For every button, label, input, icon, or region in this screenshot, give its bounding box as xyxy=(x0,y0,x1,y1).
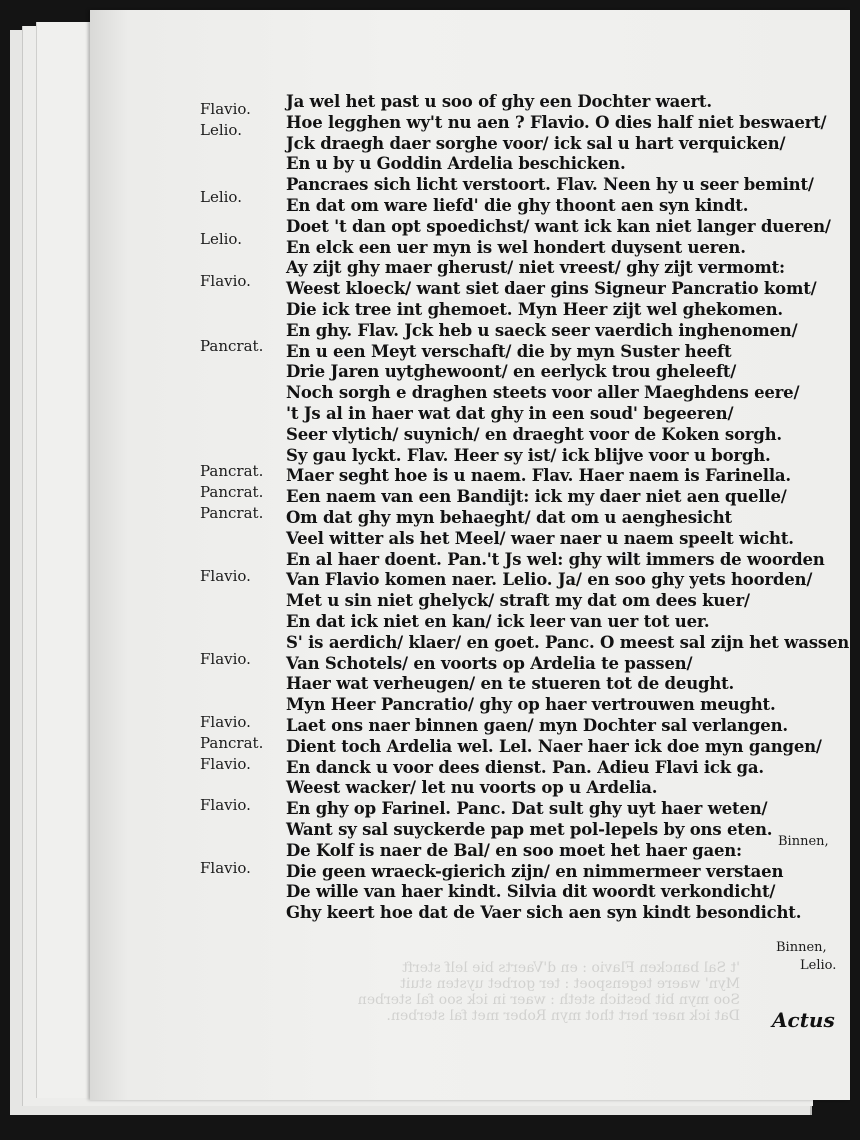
verse-line: En ghy. Flav. Jck heb u saeck seer vaerdich inghenomen/ xyxy=(286,320,798,340)
verse-line: Hoe legghen wy't nu aen ? Flavio. O dies half niet beswaert/ xyxy=(286,112,827,132)
verse-line: Veel witter als het Meel/ waer naer u naem speelt wicht. xyxy=(286,528,794,548)
speaker-name: Lelio. xyxy=(200,188,242,206)
speaker-name: Flavio. xyxy=(200,100,251,118)
verse-line: Doet 't dan opt spoedichst/ want ick kan niet langer dueren/ xyxy=(286,216,831,236)
verse-line: Ay zijt ghy maer gherust/ niet vreest/ ghy zijt vermomt: xyxy=(286,258,785,278)
catchword: Actus xyxy=(772,1008,835,1032)
speaker-name: Flavio. xyxy=(200,713,251,731)
verse-line: Van Flavio komen naer. Lelio. Ja/ en soo ghy yets hoorden/ xyxy=(286,570,813,590)
verse-line: En ghy op Farinel. Panc. Dat sult ghy uyt haer weten/ xyxy=(286,799,768,819)
verse-line: En dat ick niet en kan/ ick leer van uer tot uer. xyxy=(286,612,710,631)
verse-line: En dat om ware liefd' die ghy thoont aen syn kindt. xyxy=(286,196,749,215)
verse-line: Weest kloeck/ want siet daer gins Signeur Pancratio komt/ xyxy=(286,279,817,299)
verse-line: Noch sorgh e draghen steets voor aller Maeghdens eere/ xyxy=(286,383,800,403)
speaker-name: Pancrat. xyxy=(200,504,264,522)
stage-direction-exit-name: Lelio. xyxy=(800,958,837,973)
speaker-name: Pancrat. xyxy=(200,337,264,355)
verse-line: En al haer doent. Pan.'t Js wel: ghy wilt immers de woorden xyxy=(286,549,825,569)
verse-line: Laet ons naer binnen gaen/ myn Dochter sal verlangen. xyxy=(286,716,788,735)
speaker-name: Lelio. xyxy=(200,230,242,248)
verse-line: Ja wel het past u soo of ghy een Dochter waert. xyxy=(286,92,712,111)
verse-line: Om dat ghy myn behaeght/ dat om u aenghesicht xyxy=(286,508,732,527)
verse-line: En elck een uer myn is wel hondert duysent ueren. xyxy=(286,237,746,257)
bleed-through-text xyxy=(320,960,740,1024)
verse-line: Haer wat verheugen/ en te stueren tot de deught. xyxy=(286,674,735,694)
verse-line: En u een Meyt verschaft/ die by myn Suster heeft xyxy=(286,341,732,361)
bleed-through-line: Soo myn bit bestich steth : waer in ick soo fal sterben xyxy=(357,992,740,1008)
bleed-through-line: Myn' waere tegenspoet : ter gorbet uysten stuit xyxy=(400,976,740,992)
verse-line: Jck draegh daer sorghe voor/ ick sal u hart verquicken/ xyxy=(286,133,786,153)
verse-line: 't Js al in haer wat dat ghy in een soud' begeeren/ xyxy=(286,404,734,423)
speaker-name: Pancrat. xyxy=(200,483,264,501)
verse-line: De wille van haer kindt. Silvia dit woordt verkondicht/ xyxy=(286,882,776,902)
verse-line: Dient toch Ardelia wel. Lel. Naer haer ick doe myn gangen/ xyxy=(286,736,822,756)
verse-line: En danck u voor dees dienst. Pan. Adieu Flavi ick ga. xyxy=(286,757,764,777)
verse-line: Weest wacker/ let nu voorts op u Ardelia. xyxy=(286,778,658,798)
stage-direction-exit: Binnen, xyxy=(776,940,827,955)
speaker-name: Pancrat. xyxy=(200,462,264,480)
verse-line: Maer seght hoe is u naem. Flav. Haer naem is Farinella. xyxy=(286,466,791,486)
verse-line: Van Schotels/ en voorts op Ardelia te passen/ xyxy=(286,653,693,673)
verse-line: Pancraes sich licht verstoort. Flav. Neen hy u seer bemint/ xyxy=(286,175,814,195)
speaker-name: Flavio. xyxy=(200,272,251,290)
speaker-name: Lelio. xyxy=(200,121,242,139)
verse-line: Met u sin niet ghelyck/ straft my dat om dees kuer/ xyxy=(286,591,750,611)
verse-line: Seer vlytich/ suynich/ en draeght voor de Koken sorgh. xyxy=(286,424,782,444)
verse-line: Sy gau lyckt. Flav. Heer sy ist/ ick blijve voor u borgh. xyxy=(286,445,771,465)
verse-line: Myn Heer Pancratio/ ghy op haer vertrouwen meught. xyxy=(286,695,776,715)
verse-line: S' is aerdich/ klaer/ en goet. Panc. O meest sal zijn het wassen xyxy=(286,632,850,652)
bleed-through-line: 't Sal bancken Flavio : en d'Vaerts bie lelf sterft xyxy=(402,960,740,976)
verse-line: Ghy keert hoe dat de Vaer sich aen syn kindt besondicht. xyxy=(286,903,802,923)
verse-line: De Kolf is naer de Bal/ en soo moet het haer gaen: xyxy=(286,840,742,860)
bleed-through-line: Dat ick naer hert thot myn Rober met fal sterben. xyxy=(386,1008,740,1024)
speaker-name: Flavio. xyxy=(200,567,251,585)
speaker-name: Flavio. xyxy=(200,650,251,668)
speaker-name: Flavio. xyxy=(200,796,251,814)
stage-direction-exit: Binnen, xyxy=(778,834,829,849)
verse-line: Die geen wraeck-gierich zijn/ en nimmermeer verstaen xyxy=(286,861,784,881)
verse-line: Een naem van een Bandijt: ick my daer niet aen quelle/ xyxy=(286,487,787,507)
verse-line: Die ick tree int ghemoet. Myn Heer zijt wel ghekomen. xyxy=(286,300,783,319)
speaker-name: Flavio. xyxy=(200,859,251,877)
verse-line: Drie Jaren uytghewoont/ en eerlyck trou gheleeft/ xyxy=(286,362,737,382)
speaker-name: Pancrat. xyxy=(200,734,264,752)
speaker-name: Flavio. xyxy=(200,755,251,773)
verse-line: Want sy sal suyckerde pap met pol-lepels by ons eten. xyxy=(286,820,773,839)
verse-line: En u by u Goddin Ardelia beschicken. xyxy=(286,154,626,174)
